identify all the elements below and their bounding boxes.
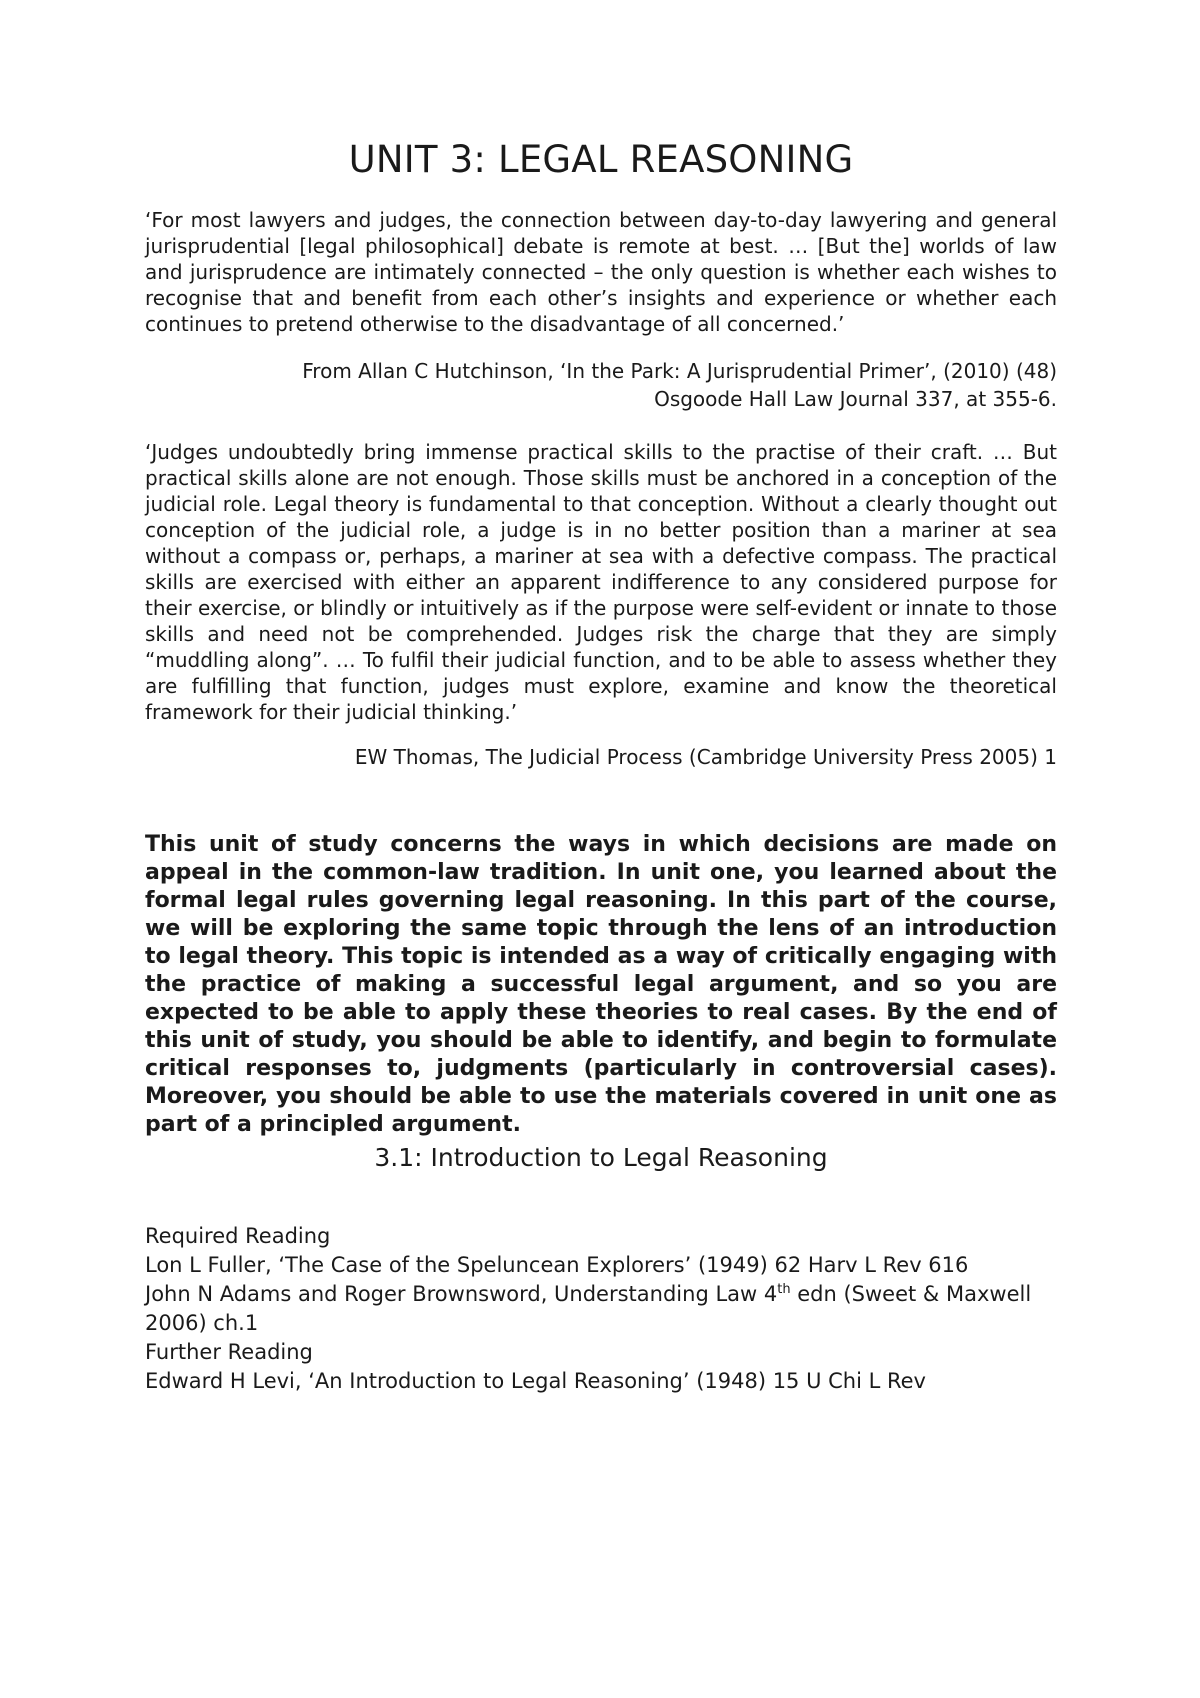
page-title: UNIT 3: LEGAL REASONING (348, 138, 854, 181)
unit-introduction-paragraph: This unit of study concerns the ways in which decisions are made on appeal in the common-law tradition. In unit one, you learned about the formal legal rules governing legal reasoning. In this part of the course, we will be exploring the same topic through the lens of an introduction to legal theory. This topic is intended as a way of critically engaging with the practice of making a successful legal argument, and so you are expected to be able to apply these theories to real cases. By the end of this unit of study, you should be able to identify, and begin to formulate critical responses to, judgments (particularly in controversial cases). Moreover, you should be able to use the materials covered in unit one as part of a principled argument. (145, 832, 1057, 1137)
epigraph-citation-thomas: EW Thomas, The Judicial Process (Cambridge University Press 2005) 1 (354, 745, 1057, 769)
reading-text: John N Adams and Roger Brownsword, Understanding Law 4 (145, 1282, 778, 1306)
further-reading-item: Edward H Levi, ‘An Introduction to Legal Reasoning’ (1948) 15 U Chi L Rev (145, 1369, 926, 1393)
epigraph-quote-hutchinson: ‘For most lawyers and judges, the connection between day-to-day lawyering and general jurisprudential [legal philosophical] debate is remote at best. … [But the] worlds of law and jurisprudence are intimately connected – the only question is whether each wishes to recognise that and benefit from each other’s insights and experience or whether each continues to pretend otherwise to the disadvantage of all concerned.’ (145, 208, 1057, 336)
further-reading-label: Further Reading (145, 1340, 313, 1364)
reading-text: edn (Sweet & Maxwell 2006) ch.1 (145, 1282, 1032, 1335)
epigraph-quote-thomas: ‘Judges undoubtedly bring immense practical skills to the practise of their craft. … But practical skills alone are not enough. Those skills must be anchored in a conception of the judicial role. Legal theory is fundamental to that conception. Without a clearly thought out conception of the judicial role, a judge is in no better position than a mariner at sea without a compass or, perhaps, a mariner at sea with a defective compass. The practical skills are exercised with either an apparent indifference to any considered purpose for their exercise, or blindly or intuitively as if the purpose were self-evident or innate to those skills and need not be comprehended. Judges risk the charge that they are simply “muddling along”. … To fulfil their judicial function, and to be able to assess whether they are fulfilling that function, judges must explore, examine and know the theoretical framework for their judicial thinking.’ (145, 440, 1057, 724)
required-reading-label: Required Reading (145, 1224, 331, 1248)
required-reading-item (145, 1280, 1057, 1338)
epigraph-citation-line-2: Osgoode Hall Law Journal 337, at 355-6. (654, 387, 1057, 411)
epigraph-citation-line-1: From Allan C Hutchinson, ‘In the Park: A Jurisprudential Primer’, (2010) (48) (302, 359, 1057, 383)
section-heading: 3.1: Introduction to Legal Reasoning (374, 1143, 828, 1172)
reading-list (145, 1222, 1057, 1396)
ordinal-suffix: th (777, 1282, 791, 1297)
required-reading-item: Lon L Fuller, ‘The Case of the Speluncean Explorers’ (1949) 62 Harv L Rev 616 (145, 1253, 969, 1277)
